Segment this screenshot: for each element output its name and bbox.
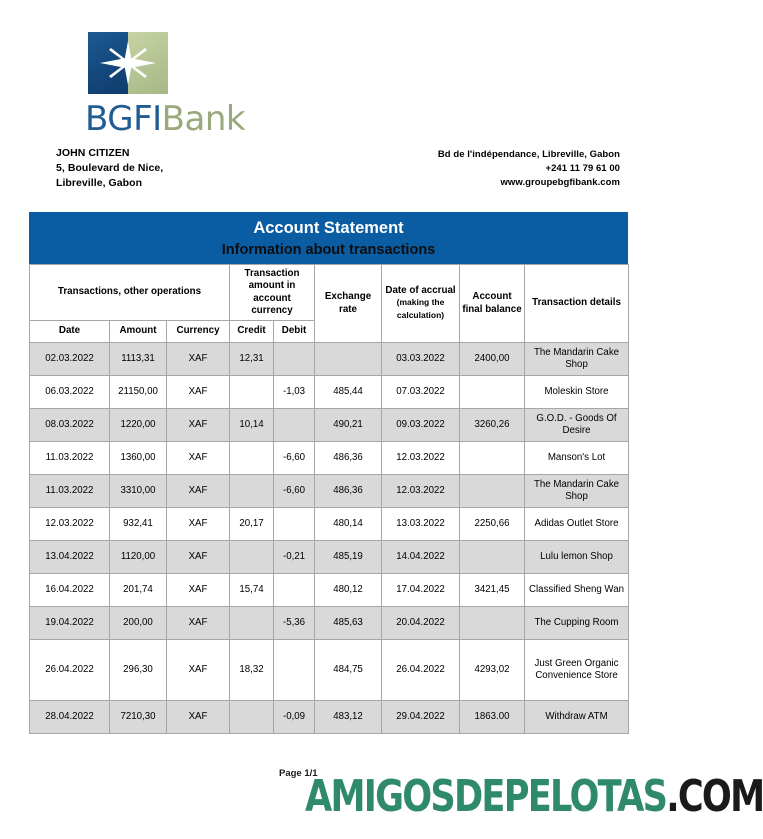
bank-logo [85,32,246,139]
cell-amount: 201,74 [110,574,167,607]
header-transactions-group: Transactions, other operations [30,265,230,321]
cell-credit: 18,32 [230,640,274,701]
cell-final-balance [460,442,525,475]
cell-debit: -0,21 [274,541,315,574]
table-body [30,343,629,734]
cell-details: The Mandarin Cake Shop [525,343,629,376]
cell-credit [230,442,274,475]
bank-address: Bd de l'indépendance, Libreville, Gabon [437,149,620,160]
cell-currency: XAF [167,475,230,508]
cell-accrual-date: 09.03.2022 [382,409,460,442]
cell-currency: XAF [167,376,230,409]
cell-debit [274,508,315,541]
header-amount: Amount [110,321,167,343]
cell-final-balance: 1863.00 [460,701,525,734]
statement-banner [29,212,628,264]
watermark-brand: AMIGOSDEPELOTAS [305,771,667,822]
cell-date: 11.03.2022 [30,475,110,508]
header-date-of-accrual-label: Date of accrual [385,285,456,297]
table-row [30,442,629,475]
watermark-tld: .COM [666,771,763,822]
cell-debit: -5,36 [274,607,315,640]
statement-subtitle: Information about transactions [221,242,436,259]
bank-website: www.groupebgfibank.com [500,176,620,188]
statement-title: Account Statement [253,219,404,237]
page-number: Page 1/1 [279,768,318,779]
transactions-table [29,264,629,734]
cell-amount: 1120,00 [110,541,167,574]
cell-final-balance [460,475,525,508]
cell-exchange-rate [315,343,382,376]
cell-details: Classified Sheng Wan [525,574,629,607]
table-row [30,640,629,701]
table-header [30,265,629,343]
cell-final-balance: 2250,66 [460,508,525,541]
cell-final-balance: 3421,45 [460,574,525,607]
customer-address-block [56,146,163,191]
cell-credit: 20,17 [230,508,274,541]
header-account-final-balance: Account final balance [460,265,525,343]
cell-credit: 10,14 [230,409,274,442]
cell-currency: XAF [167,343,230,376]
logo-text-bank: Bank [161,99,246,139]
table-row [30,376,629,409]
table-row [30,475,629,508]
cell-exchange-rate: 485,63 [315,607,382,640]
cell-exchange-rate: 485,19 [315,541,382,574]
cell-final-balance: 4293,02 [460,640,525,701]
four-point-star-icon [100,41,156,85]
cell-details: The Mandarin Cake Shop [525,475,629,508]
cell-accrual-date: 12.03.2022 [382,442,460,475]
cell-accrual-date: 03.03.2022 [382,343,460,376]
table-row [30,409,629,442]
cell-final-balance: 3260,26 [460,409,525,442]
table-row [30,343,629,376]
cell-accrual-date: 14.04.2022 [382,541,460,574]
cell-accrual-date: 17.04.2022 [382,574,460,607]
cell-currency: XAF [167,640,230,701]
header-credit: Credit [230,321,274,343]
cell-exchange-rate: 480,14 [315,508,382,541]
cell-date: 13.04.2022 [30,541,110,574]
header-date-of-accrual [382,265,460,343]
cell-debit [274,343,315,376]
cell-details: Withdraw ATM [525,701,629,734]
cell-currency: XAF [167,541,230,574]
cell-debit [274,640,315,701]
cell-amount: 200,00 [110,607,167,640]
cell-date: 26.04.2022 [30,640,110,701]
cell-accrual-date: 12.03.2022 [382,475,460,508]
header-date: Date [30,321,110,343]
cell-exchange-rate: 486,36 [315,475,382,508]
cell-credit [230,607,274,640]
bank-contact-block [438,148,620,189]
cell-details: Manson's Lot [525,442,629,475]
cell-exchange-rate: 490,21 [315,409,382,442]
cell-date: 08.03.2022 [30,409,110,442]
cell-credit [230,475,274,508]
cell-date: 12.03.2022 [30,508,110,541]
table-row [30,508,629,541]
cell-debit: -0,09 [274,701,315,734]
bank-phone: +241 11 79 61 00 [545,162,620,174]
cell-details: Moleskin Store [525,376,629,409]
cell-credit [230,376,274,409]
cell-credit: 12,31 [230,343,274,376]
cell-date: 19.04.2022 [30,607,110,640]
cell-accrual-date: 29.04.2022 [382,701,460,734]
cell-exchange-rate: 486,36 [315,442,382,475]
cell-details: Just Green Organic Convenience Store [525,640,629,701]
table-row [30,541,629,574]
cell-date: 28.04.2022 [30,701,110,734]
cell-details: Adidas Outlet Store [525,508,629,541]
customer-name: JOHN CITIZEN [56,147,130,159]
header-amount-in-account-currency: Transaction amount in account currency [230,265,315,321]
site-watermark [305,771,763,822]
document-header [0,0,650,200]
cell-details: The Cupping Room [525,607,629,640]
cell-accrual-date: 07.03.2022 [382,376,460,409]
cell-currency: XAF [167,442,230,475]
cell-amount: 296,30 [110,640,167,701]
cell-amount: 932,41 [110,508,167,541]
cell-final-balance [460,607,525,640]
cell-amount: 1113,31 [110,343,167,376]
header-transaction-details: Transaction details [525,265,629,343]
cell-amount: 7210,30 [110,701,167,734]
header-exchange-rate: Exchange rate [315,265,382,343]
cell-exchange-rate: 484,75 [315,640,382,701]
cell-currency: XAF [167,701,230,734]
cell-final-balance [460,376,525,409]
cell-amount: 1220,00 [110,409,167,442]
cell-final-balance [460,541,525,574]
bank-logo-text [85,99,246,139]
cell-currency: XAF [167,607,230,640]
cell-exchange-rate: 483,12 [315,701,382,734]
logo-text-bgfi: BGFI [85,99,162,139]
header-currency: Currency [167,321,230,343]
cell-debit: -6,60 [274,442,315,475]
cell-debit: -1,03 [274,376,315,409]
cell-amount: 3310,00 [110,475,167,508]
cell-exchange-rate: 485,44 [315,376,382,409]
cell-accrual-date: 13.03.2022 [382,508,460,541]
header-debit: Debit [274,321,315,343]
table-row [30,574,629,607]
cell-currency: XAF [167,508,230,541]
cell-date: 16.04.2022 [30,574,110,607]
customer-address-line-2: Libreville, Gabon [56,176,143,189]
cell-credit: 15,74 [230,574,274,607]
cell-date: 02.03.2022 [30,343,110,376]
cell-credit [230,541,274,574]
cell-currency: XAF [167,409,230,442]
cell-accrual-date: 26.04.2022 [382,640,460,701]
cell-details: Lulu lemon Shop [525,541,629,574]
cell-currency: XAF [167,574,230,607]
cell-date: 06.03.2022 [30,376,110,409]
cell-exchange-rate: 480,12 [315,574,382,607]
cell-debit [274,409,315,442]
table-row [30,701,629,734]
cell-accrual-date: 20.04.2022 [382,607,460,640]
cell-credit [230,701,274,734]
cell-debit [274,574,315,607]
cell-date: 11.03.2022 [30,442,110,475]
cell-debit: -6,60 [274,475,315,508]
header-date-of-accrual-note: (making the calculation) [396,297,445,320]
cell-final-balance: 2400,00 [460,343,525,376]
bgfi-star-logo-icon [88,32,168,94]
customer-address-line-1: 5, Boulevard de Nice, [56,161,164,174]
cell-amount: 1360,00 [110,442,167,475]
cell-amount: 21150,00 [110,376,167,409]
table-row [30,607,629,640]
cell-details: G.O.D. - Goods Of Desire [525,409,629,442]
